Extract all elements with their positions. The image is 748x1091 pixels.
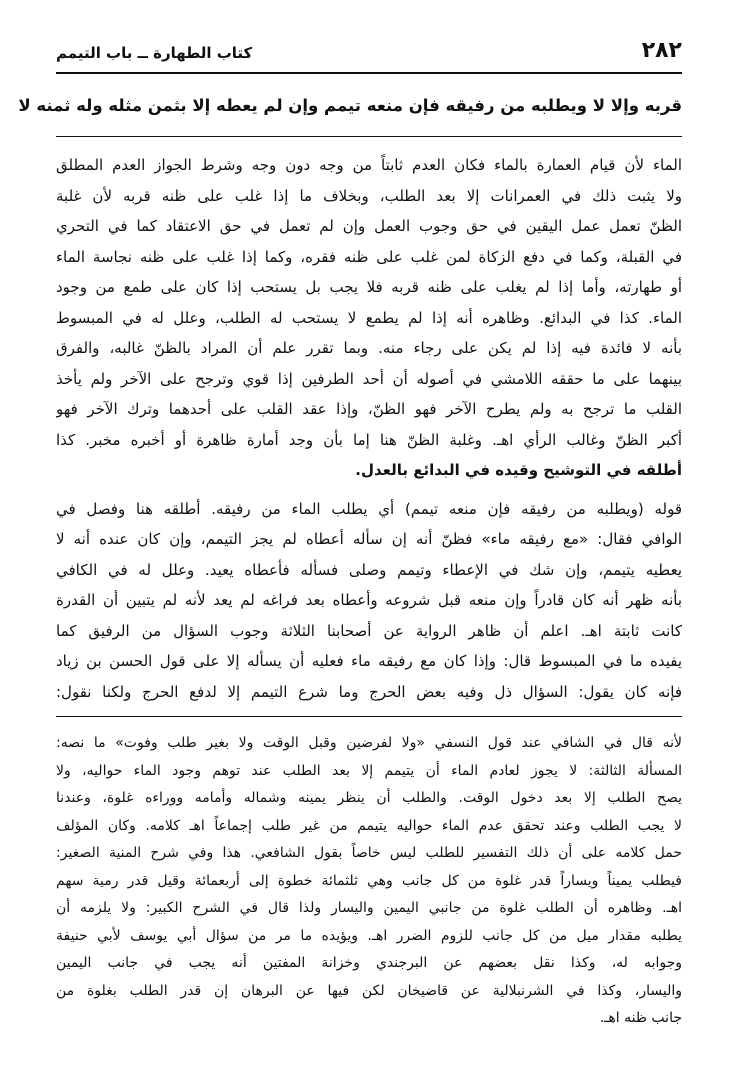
text-line: الماء. كذا في البدائع. وظاهره أنه إذا لم يطمع لا يستحب له الطلب، وعلل له في المبسوط [56,308,682,327]
matn-text: قربه وإلا لا ويطلبه من رفيقه فإن منعه تيمم وإن لم يعطه إلا بثمن مثله وله ثمنه لا [18,96,682,115]
text-line: الظنّ تعمل عمل اليقين في حق وجوب العمل وإن لم تعمل في حق الاعتقاد كما في التحري [56,217,682,235]
footnote-line: لأنه قال في الشافي عند قول النسفي «ولا لفرضين وقبل الوقت ولا بغير طلب وفوت» ما نصه: [56,735,682,751]
matn-divider [56,136,682,137]
text-line: أو طهارته، وأما إذا لم يغلب على ظنه قربه فلا يجب بل يستحب إذا كان على طمع من وجود [56,278,682,296]
text-line: أكبر الظنّ وغالب الرأي اهـ. وغلبة الظنّ هنا إما بأن وجد أمارة ظاهرة أو أخبره مخبر. كذا [56,430,682,449]
text-line: الوافي فقال: «مع رفيقه ماء» فظنّ أنه إن سأله أعطاه لم يجز التيمم، وإن كان عنده أنه لا [56,530,682,548]
footnote-line: فيطلب يميناً ويساراً قدر غلوة من كل جانب وهي ثلثمائة خطوة إلى أربعمائة وقيل قدر رمية سهم [56,872,682,889]
text-line: القلب ما ترجح به ولم يطرح الآخر فهو الظنّ، وإذا عقد القلب على أحدهما وترك الآخر فهو [56,400,682,418]
text-line: بأنه لا فائدة فيه إذا لم يكن على رجاء منه. وبما تقرر علم أن المراد بالظنّ غالبه، والفرق [56,339,682,357]
text-line: الماء لأن قيام العمارة بالماء فكان العدم ثابتاً من وجه دون وجه وشرط الجواز العدم المطلق [56,156,682,174]
text-line: أطلقه في التوشيح وقيده في البدائع بالعدل. [355,461,682,479]
footnote-line: المسألة الثالثة: لا يجوز لعادم الماء أن يتيمم إلا بعد الطلب عند توهم وجود الماء حواليه، ولا [56,762,682,779]
text-line: ولا يثبت ذلك في العمرانات إلا بعد الطلب، وبخلاف ما إذا غلب على ظنه قربه لأن غلبة [56,186,682,205]
commentary-paragraph-2 [56,494,682,708]
footnote-line: لا يجب الطلب وعند تحقق عدم الماء حواليه يتيمم من غير طلب إجماعاً اهـ كلامه. وكان المؤلف [56,817,682,834]
header-divider [56,72,682,74]
text-line: بأنه ظهر أنه كان قادراً وإن منعه قبل شروعه وأعطاه بعد فراغه لم يعد لأنه لم يتبين أن القدرة [56,591,682,609]
footnote-line: اهـ. وظاهره أن الطلب غلوة من جانبي اليمين واليسار ولذا قال في الشرح الكبير: ولا يلزمه أن [56,900,682,916]
text-line: يفيده ما في المبسوط قال: وإذا كان مع رفيقه ماء فعليه أن يسأله إلا على قول الحسن بن زياد [56,652,682,670]
commentary-paragraph-1 [56,150,682,486]
commentary-section [56,150,682,707]
text-line: كانت ثابتة اهـ. اعلم أن ظاهر الرواية عن أصحابنا الثلاثة وجوب السؤال من الرفيق كما [56,621,682,640]
footnote-line: وجوابه له، وكذا نقل بعضهم عن البرجندي وخزانة المفتين أنه يجب في جانب اليمين [56,955,682,971]
text-line: فإنه كان يقول: السؤال ذل وفيه بعض الحرج وما شرع التيمم إلا لدفع الحرج ولكنا نقول: [56,682,682,701]
footnote-line: جانب ظنه اهـ. [599,1010,682,1026]
footnote-divider [56,716,682,717]
text-line: يعطيه يتيمم، وإن شك في الإعطاء وتيمم وصلى فسأله فأعطاه يعيد. وعلل له في الكافي [56,560,682,579]
footnote-section [56,730,682,1033]
footnote-line: واليسار، وكذا في الشرنبلالية عن قاضيخان لكن فيها عن البرهان إن قدر الطلب بغلوة من [56,982,682,999]
text-line: في القبلة، وكما في دفع الزكاة لمن غلب على ظنه فقره، وكما إذا غلب على ظنه نجاسة الماء [56,247,682,266]
footnote-line: يطلبه مقدار ميل من كل جانب للزوم الضرر اهـ. ويؤيده ما مر من سؤال أبي يوسف لأبي حنيفة [56,927,682,944]
footnote-line: يصح الطلب إلا بعد دخول الوقت. والطلب أن ينظر يمينه وشماله وأمامه ووراءه غلوة، وعندنا [56,790,682,806]
text-line: قوله (ويطلبه من رفيقه فإن منعه تيمم) أي يطلب الماء من رفيقه. أطلقه هنا وفصل في [56,499,682,518]
running-title: كتاب الطهارة ــ باب التيمم [56,44,253,62]
text-line: بينهما على ما حققه اللامشي في أصوله أن أحد الطرفين إذا قوي وترجح على الآخر ولم يأخذ [56,369,682,388]
footnote-line: حمل كلامه على أن ذلك التفسير للطلب ليس خاصاً بقول الشافعي. هذا وفي شرح المنية الصغير: [56,845,682,861]
page-header [56,38,682,68]
page-number: ٢٨٢ [641,38,682,63]
